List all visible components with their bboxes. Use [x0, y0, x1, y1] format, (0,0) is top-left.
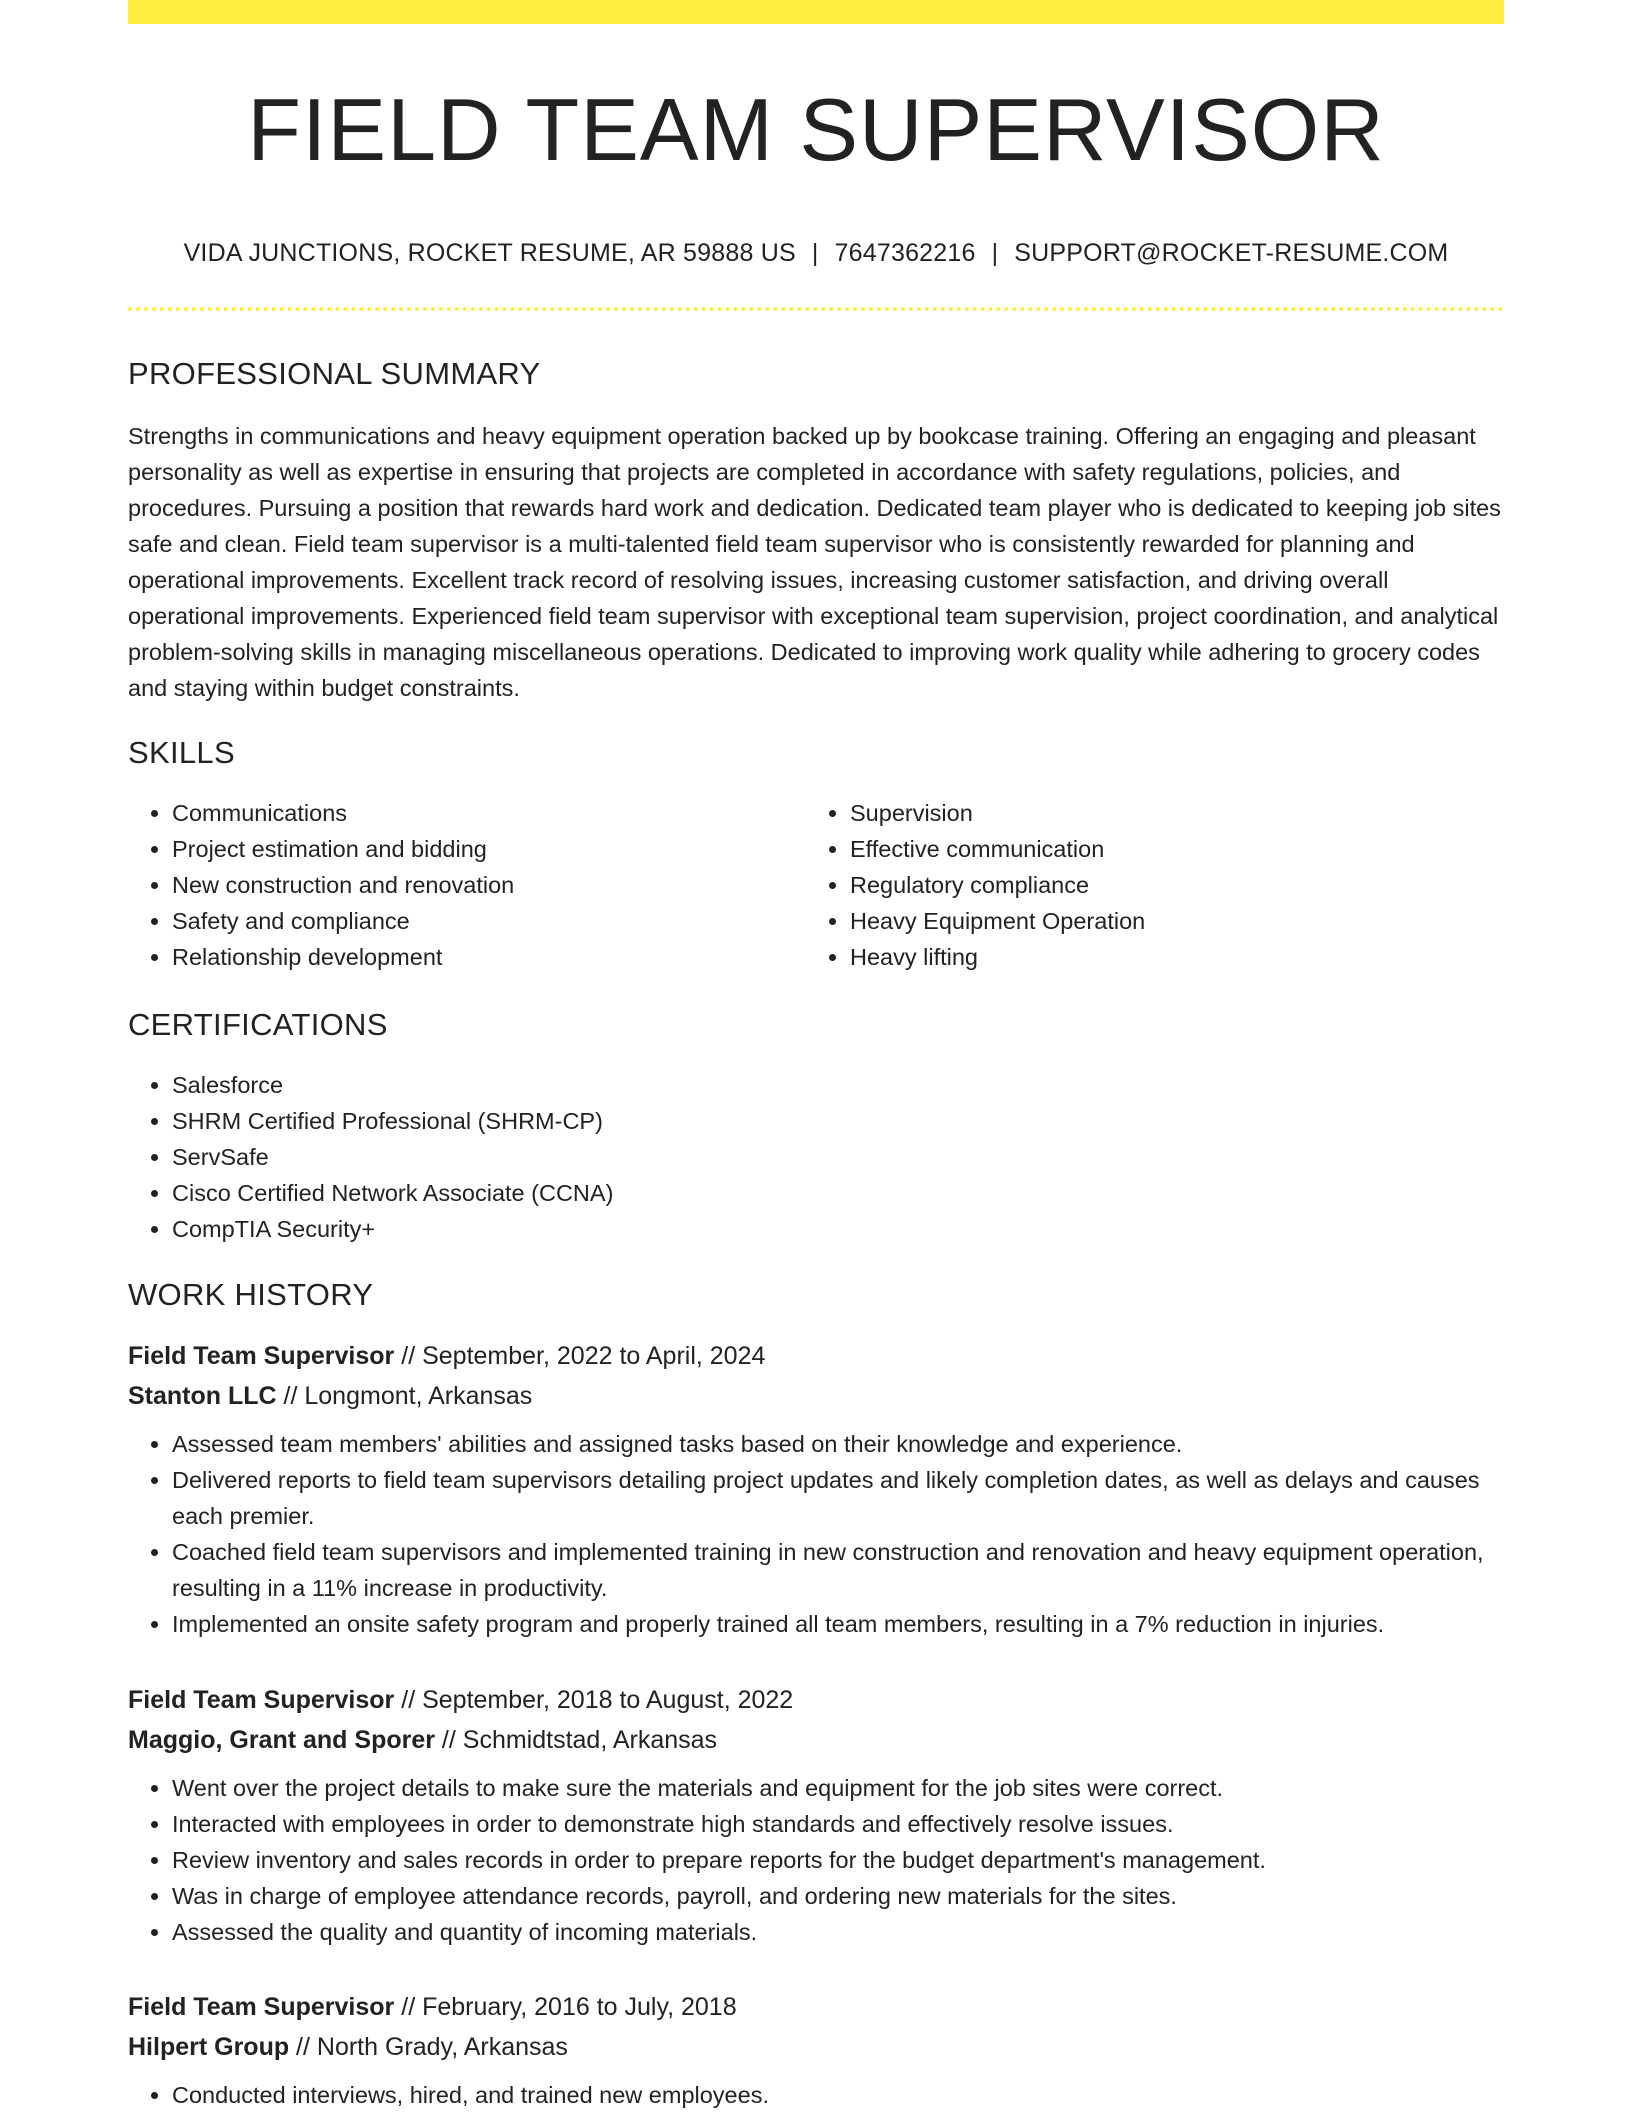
job-entry	[128, 1680, 1504, 1950]
certification-item: • Salesforce	[172, 1067, 1548, 1103]
job-title-line	[128, 1987, 1504, 2027]
job-dates: // September, 2018 to August, 2022	[394, 1686, 794, 1714]
dotted-divider	[128, 307, 1504, 311]
job-company-line	[128, 2027, 1504, 2067]
skill-item: • Project estimation and bidding	[172, 831, 812, 867]
summary-text: Strengths in communications and heavy equipment operation backed up by bookcase training. Offering an engaging and pleasant personality as well as expertise in ensuring that projects are completed in accordance with safety regulations, policies, and procedures. Pursuing a position that rewards hard work and dedication. Dedicated team player who is dedicated to keeping job sites safe and clean. Field team supervisor is a multi-talented field team supervisor who is consistently rewarded for planning and operational improvements. Excellent track record of resolving issues, increasing customer satisfaction, and driving overall operational improvements. Experienced field team supervisor with exceptional team supervision, project coordination, and analytical problem-solving skills in managing miscellaneous operations. Dedicated to improving work quality while adhering to grocery codes and staying within budget constraints.	[128, 423, 1501, 701]
skill-item: • Regulatory compliance	[850, 867, 1490, 903]
job-bullet: • Interacted with employees in order to demonstrate high standards and effectively resolve issues.	[172, 1806, 1504, 1842]
certifications-heading: CERTIFICATIONS	[128, 1007, 388, 1042]
skill-item: • Relationship development	[172, 939, 812, 975]
job-company-line	[128, 1376, 1504, 1416]
job-title-line	[128, 1680, 1504, 1720]
contact-email: SUPPORT@ROCKET-RESUME.COM	[1014, 239, 1449, 267]
job-dates: // February, 2016 to July, 2018	[394, 1993, 737, 2021]
skill-item: • Effective communication	[850, 831, 1490, 867]
job-bullet: • Delivered reports to field team supervisors detailing project updates and likely completion dates, as well as delays and causes each premier.	[172, 1462, 1504, 1534]
contact-separator: |	[811, 239, 819, 267]
job-company: Stanton LLC	[128, 1382, 277, 1410]
job-bullet: • Coached field team supervisors and implemented training in new construction and renovation and heavy equipment operation, resulting in a 11% increase in productivity.	[172, 1534, 1504, 1606]
job-bullet: • Conducted interviews, hired, and trained new employees.	[172, 2077, 1504, 2112]
job-company: Maggio, Grant and Sporer	[128, 1726, 435, 1754]
work-history-heading: WORK HISTORY	[128, 1277, 374, 1312]
skills-list-left	[128, 795, 812, 975]
skill-item: • Communications	[172, 795, 812, 831]
job-location: // Longmont, Arkansas	[276, 1382, 533, 1410]
job-bullets	[128, 1770, 1504, 1950]
job-company: Hilpert Group	[128, 2033, 290, 2061]
job-title-line	[128, 1336, 1504, 1376]
skill-item: • Heavy lifting	[850, 939, 1490, 975]
skill-item: • New construction and renovation	[172, 867, 812, 903]
job-entry	[128, 1987, 1504, 2112]
skill-item: • Supervision	[850, 795, 1490, 831]
contact-separator: |	[991, 239, 999, 267]
accent-top-bar	[128, 0, 1504, 24]
skill-item: • Heavy Equipment Operation	[850, 903, 1490, 939]
contact-phone: 7647362216	[834, 239, 976, 267]
job-bullets	[128, 1426, 1504, 1642]
summary-heading: PROFESSIONAL SUMMARY	[128, 356, 541, 391]
job-title: Field Team Supervisor	[128, 1342, 395, 1370]
job-company-line	[128, 1720, 1504, 1760]
job-bullet: • Review inventory and sales records in order to prepare reports for the budget department's management.	[172, 1842, 1504, 1878]
certification-item: • SHRM Certified Professional (SHRM-CP)	[172, 1103, 1548, 1139]
job-bullet: • Was in charge of employee attendance records, payroll, and ordering new materials for the sites.	[172, 1878, 1504, 1914]
certification-item: • Cisco Certified Network Associate (CCNA)	[172, 1175, 1548, 1211]
certifications-list	[128, 1067, 1548, 1247]
job-location: // Schmidtstad, Arkansas	[434, 1726, 718, 1754]
job-bullet: • Assessed the quality and quantity of incoming materials.	[172, 1914, 1504, 1950]
contact-line	[128, 236, 1504, 270]
skills-heading: SKILLS	[128, 735, 235, 770]
contact-address: VIDA JUNCTIONS, ROCKET RESUME, AR 59888 US	[183, 239, 796, 267]
skills-list-right	[806, 795, 1490, 975]
job-location: // North Grady, Arkansas	[289, 2033, 568, 2061]
job-entry	[128, 1336, 1504, 1642]
skill-item: • Safety and compliance	[172, 903, 812, 939]
job-title: Field Team Supervisor	[128, 1993, 395, 2021]
job-bullet: • Assessed team members' abilities and assigned tasks based on their knowledge and experience.	[172, 1426, 1504, 1462]
certification-item: • CompTIA Security+	[172, 1211, 1548, 1247]
page-title: FIELD TEAM SUPERVISOR	[247, 80, 1385, 179]
job-dates: // September, 2022 to April, 2024	[394, 1342, 766, 1370]
job-bullet: • Implemented an onsite safety program and properly trained all team members, resulting in a 7% reduction in injuries.	[172, 1606, 1504, 1642]
certification-item: • ServSafe	[172, 1139, 1548, 1175]
job-title: Field Team Supervisor	[128, 1686, 395, 1714]
job-bullets	[128, 2077, 1504, 2112]
job-bullet: • Went over the project details to make sure the materials and equipment for the job sites were correct.	[172, 1770, 1504, 1806]
